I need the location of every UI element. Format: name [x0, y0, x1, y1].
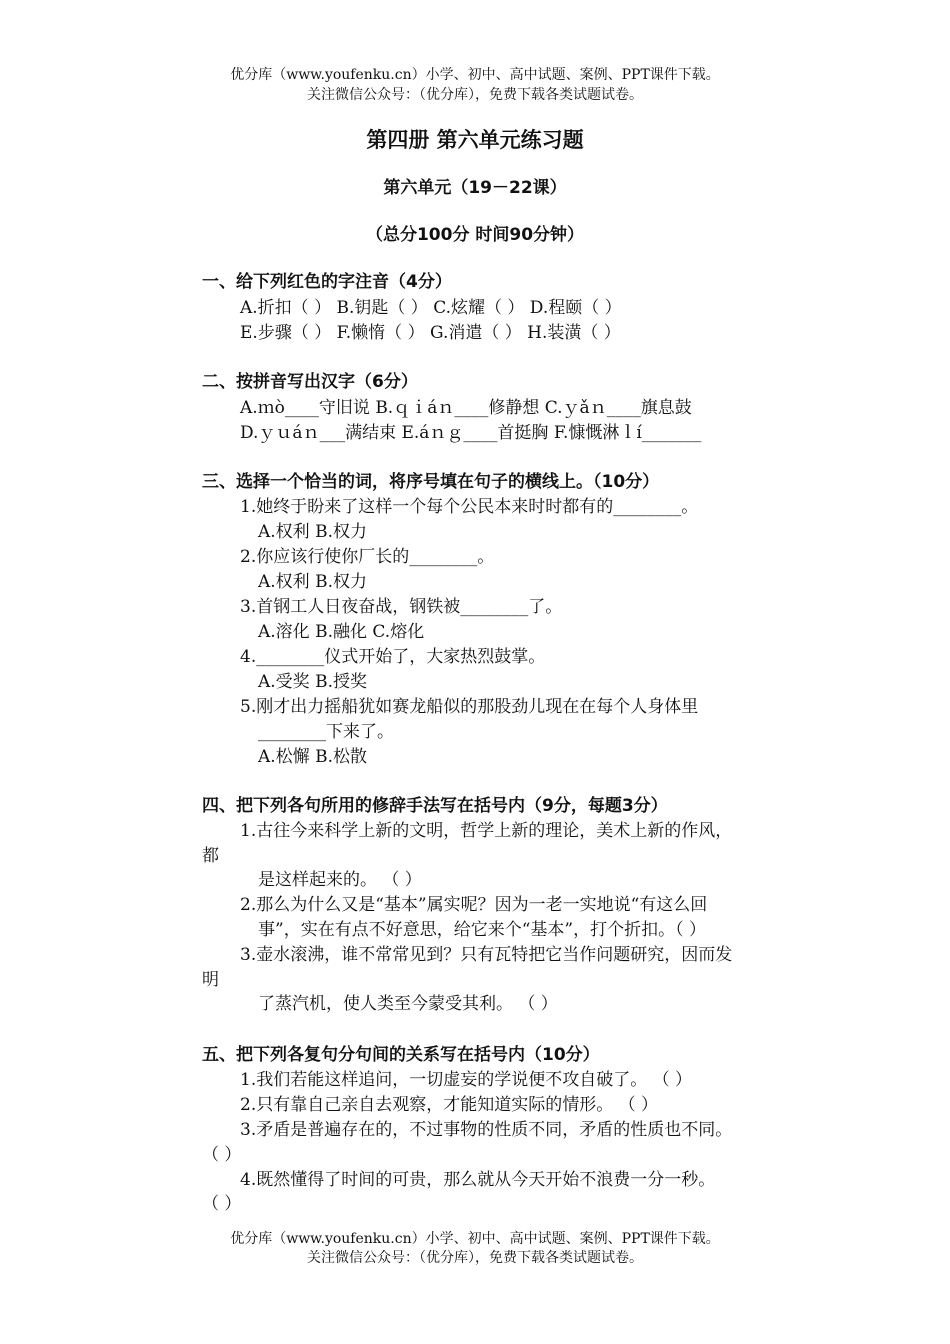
footer-line-1: 优分库（www.youfenku.cn）小学、初中、高中试题、案例、PPT课件下载。 [230, 1231, 720, 1247]
section-5-question-3: 3.矛盾是普遍存在的，不过事物的性质不同，矛盾的性质也不同。 [240, 1120, 733, 1140]
section-3-question-2: 2.你应该行使你厂长的________。 [240, 547, 495, 567]
section-2-heading: 二、按拼音写出汉字（6分） [202, 372, 418, 392]
section-5-heading: 五、把下列各复句分句间的关系写在括号内（10分） [202, 1045, 600, 1065]
section-4-question-3-wrap: 明 [202, 970, 219, 990]
section-4-heading: 四、把下列各句所用的修辞手法写在括号内（9分，每题3分） [202, 796, 668, 816]
section-4-question-2: 2.那么为什么又是“基本”属实呢？因为一老一实地说“有这么回 [240, 895, 708, 915]
section-3-options-2: A.权利 B.权力 [258, 572, 367, 592]
section-3-options-3: A.溶化 B.融化 C.熔化 [258, 622, 425, 642]
section-3-question-5-cont: ________下来了。 [258, 722, 394, 742]
section-5-question-3-blank: （ ） [202, 1145, 242, 1165]
section-4-question-1: 1.古往今来科学上新的文明，哲学上新的理论，美术上新的作风， [240, 821, 733, 841]
header-line-2: 关注微信公众号：（优分库），免费下载各类试题试卷。 [307, 87, 643, 103]
footer-line-2: 关注微信公众号：（优分库），免费下载各类试题试卷。 [307, 1250, 643, 1266]
section-5-question-1: 1.我们若能这样追问，一切虚妄的学说便不攻自破了。 （ ） [240, 1070, 693, 1090]
section-4-question-1-cont: 是这样起来的。 （ ） [258, 870, 422, 890]
section-3-question-5: 5.刚才出力摇船犹如赛龙船似的那股劲儿现在在每个人身体里 [240, 697, 699, 717]
section-3-question-4: 4.________仪式开始了，大家热烈鼓掌。 [240, 647, 546, 667]
section-1-row-1: A.折扣（ ） B.钥匙（ ） C.炫耀（ ） D.程颐（ ） [240, 298, 622, 318]
section-3-options-4: A.受奖 B.授奖 [258, 672, 367, 692]
section-4-question-3-cont: 了蒸汽机，使人类至今蒙受其利。 （ ） [258, 994, 558, 1014]
section-2-row-2: D.ｙｕáｎ___满结束 E.áｎｇ____首挺胸 F.慷慨淋ｌí_______ [240, 423, 702, 443]
section-3-options-5: A.松懈 B.松散 [258, 747, 367, 767]
section-5-question-2: 2.只有靠自己亲自去观察，才能知道实际的情形。 （ ） [240, 1095, 659, 1115]
section-4-question-2-cont: 事”，实在有点不好意思，给它来个“基本”，打个折扣。（ ） [258, 920, 706, 940]
unit-subtitle: 第六单元（19－22课） [383, 178, 567, 198]
section-4-question-3: 3.壶水滚沸，谁不常常见到？只有瓦特把它当作问题研究，因而发 [240, 945, 733, 965]
section-3-options-1: A.权利 B.权力 [258, 522, 367, 542]
section-3-heading: 三、选择一个恰当的词，将序号填在句子的横线上。（10分） [202, 472, 660, 492]
section-2-row-1: A.ｍò____守旧说 B.ｑｉáｎ____修静想 C.ｙǎｎ____旗息鼓 [240, 398, 692, 418]
section-3-question-3: 3.首钢工人日夜奋战，钢铁被________了。 [240, 597, 563, 617]
page-title: 第四册 第六单元练习题 [366, 128, 584, 152]
section-3-question-1: 1.她终于盼来了这样一个每个公民本来时时都有的________。 [240, 497, 699, 517]
score-time-info: （总分100分 时间90分钟） [365, 225, 585, 245]
section-5-question-4-blank: （ ） [202, 1194, 242, 1214]
header-line-1: 优分库（www.youfenku.cn）小学、初中、高中试题、案例、PPT课件下载。 [230, 67, 720, 83]
section-5-question-4: 4.既然懂得了时间的可贵，那么就从今天开始不浪费一分一秒。 [240, 1170, 716, 1190]
section-1-heading: 一、给下列红色的字注音（4分） [202, 272, 452, 292]
section-1-row-2: E.步骤（ ） F.懒惰（ ） G.消遣（ ） H.装潢（ ） [240, 323, 621, 343]
section-4-question-1-wrap: 都 [202, 846, 219, 866]
